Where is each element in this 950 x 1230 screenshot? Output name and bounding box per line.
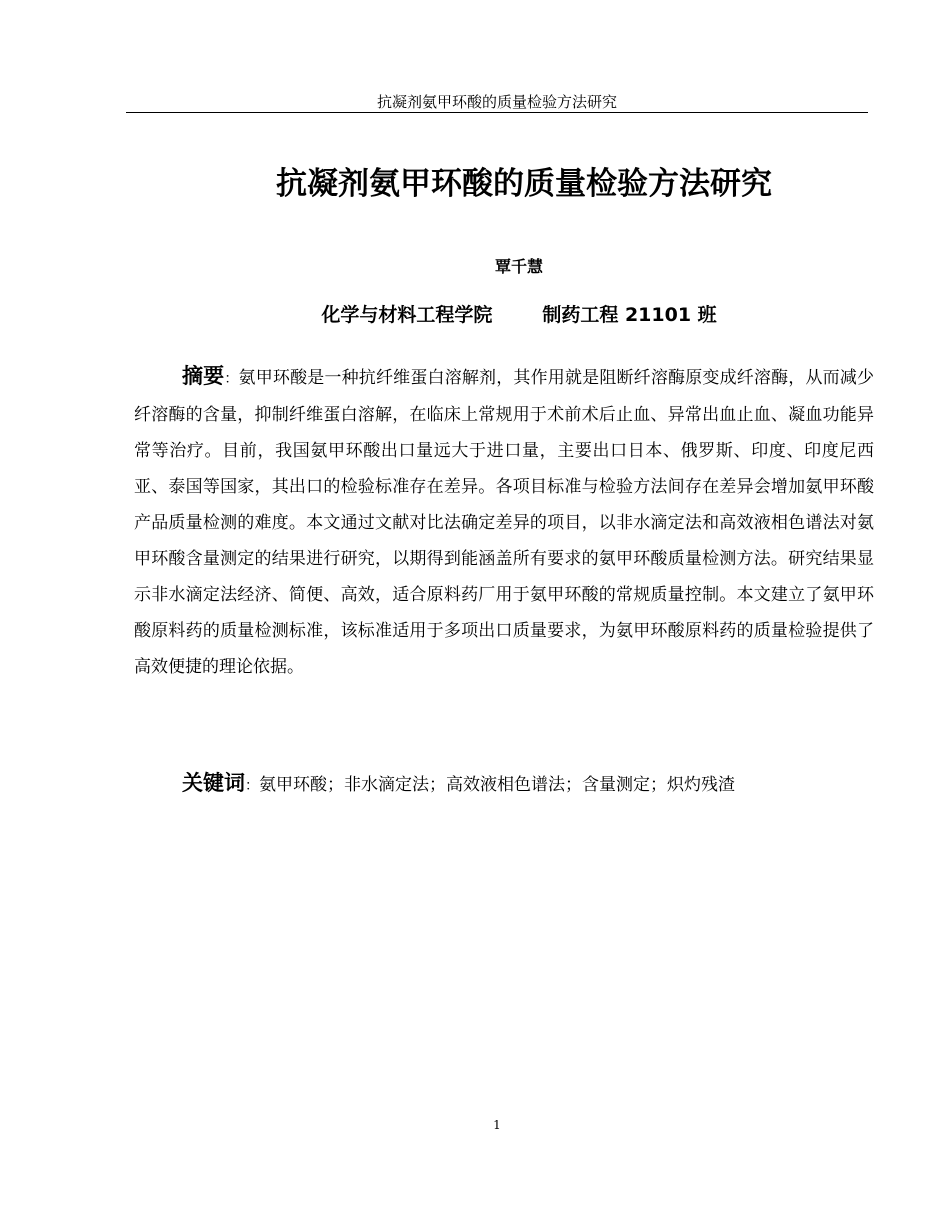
abstract-paragraph	[134, 358, 874, 685]
page-number: 1	[493, 1118, 501, 1132]
header-rule	[126, 112, 868, 113]
affiliation	[126, 300, 912, 330]
keywords-text: 氨甲环酸；非水滴定法；高效液相色谱法；含量测定；炽灼残渣	[259, 775, 735, 795]
abstract-label-separator: ：	[224, 371, 239, 387]
keywords-label: 关键词	[182, 771, 245, 795]
abstract-text: 氨甲环酸是一种抗纤维蛋白溶解剂，其作用就是阻断纤溶酶原变成纤溶酶，从而减少纤溶酶的含量，抑制纤维蛋白溶解，在临床上常规用于术前术后止血、异常出血止血、凝血功能异常等治疗。目前，我国氨甲环酸出口量远大于进口量，主要出口日本、俄罗斯、印度、印度尼西亚、泰国等国家，其出口的检验标准存在差异。各项目标准与检验方法间存在差异会增加氨甲环酸产品质量检测的难度。本文通过文献对比法确定差异的项目，以非水滴定法和高效液相色谱法对氨甲环酸含量测定的结果进行研究，以期得到能涵盖所有要求的氨甲环酸质量检测方法。研究结果显示非水滴定法经济、简便、高效，适合原料药厂用于氨甲环酸的常规质量控制。本文建立了氨甲环酸原料药的质量检测标准，该标准适用于多项出口质量要求，为氨甲环酸原料药的质量检验提供了高效便捷的理论依据。	[134, 368, 875, 677]
keywords-paragraph	[134, 765, 874, 804]
author-name: 覃千慧	[494, 257, 543, 276]
running-header: 抗凝剂氨甲环酸的质量检验方法研究	[376, 93, 617, 111]
school-name: 化学与材料工程学院	[321, 304, 493, 326]
keywords-label-separator: ：	[245, 778, 259, 794]
paper-title: 抗凝剂氨甲环酸的质量检验方法研究	[276, 166, 772, 202]
class-name: 制药工程 21101 班	[542, 304, 717, 326]
abstract-label: 摘要	[182, 364, 225, 388]
